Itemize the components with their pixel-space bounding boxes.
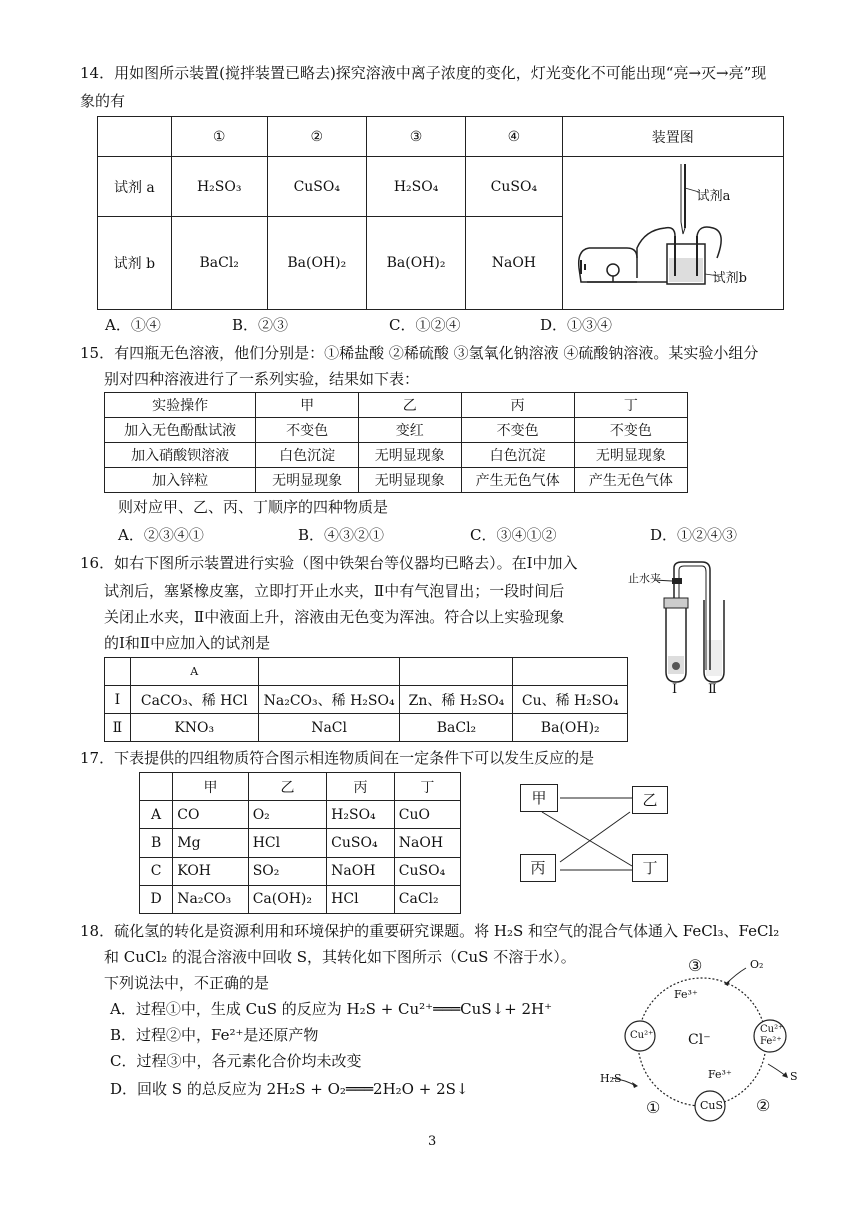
q15-option-b[interactable]: B．④③②① [298, 526, 385, 544]
q15-cell: 不变色 [574, 418, 687, 443]
q18-stem-line1: 18．硫化氢的转化是资源利用和环境保护的重要研究课题。将 H₂S 和空气的混合气体通入 FeCl₃、FeCl₂ [80, 922, 780, 940]
q14-option-a[interactable]: A．①④ [105, 316, 161, 334]
q17-cell: HCl [248, 829, 326, 857]
q14-stem-line1: 14．用如图所示装置(搅拌装置已略去)探究溶液中离子浓度的变化，灯光变化不可能出现“亮→灭→亮”现 [80, 64, 767, 82]
q17-cell: CaCl₂ [394, 885, 460, 913]
q18-cycle-figure [596, 952, 808, 1126]
q15-header-cell: 丁 [574, 393, 687, 418]
q18-h2s-label: H₂S [600, 1072, 622, 1085]
q15-cell: 产生无色气体 [461, 468, 574, 493]
q15-option-c[interactable]: C．③④①② [470, 526, 557, 544]
q16-cell: CaCO₃、稀 HCl [130, 686, 258, 714]
q14-cell: H₂SO₃ [171, 157, 267, 217]
q17-stem: 17．下表提供的四组物质符合图示相连物质间在一定条件下可以发生反应的是 [80, 749, 595, 767]
q16-stem-line3: 关闭止水夹，Ⅱ中液面上升，溶液由无色变为浑浊。符合以上实验现象 [104, 608, 565, 626]
q14-row-label: 试剂 a [98, 157, 172, 217]
q18-cu2-right-label: Cu²⁺ [760, 1024, 784, 1035]
q17-box-jia: 甲 [520, 784, 558, 812]
q17-cell: SO₂ [248, 857, 326, 885]
q15-option-a[interactable]: A．②③④① [118, 526, 204, 544]
q18-fe3-mid-label: Fe³⁺ [708, 1068, 732, 1081]
q15-header-cell: 乙 [358, 393, 461, 418]
q14-header-cell: ② [267, 117, 366, 157]
q17-cell: Mg [173, 829, 248, 857]
conductivity-apparatus-diagram [567, 158, 779, 308]
q17-table [139, 772, 461, 914]
q14-option-d[interactable]: D．①③④ [540, 316, 613, 334]
q17-cell: NaOH [394, 829, 460, 857]
q14-cell: Ba(OH)₂ [366, 217, 465, 310]
q14-table [97, 116, 784, 310]
q15-option-d[interactable]: D．①②④③ [650, 526, 738, 544]
q14-option-b[interactable]: B．②③ [232, 316, 289, 334]
q16-stem-line4: 的Ⅰ和Ⅱ中应加入的试剂是 [104, 634, 271, 652]
q16-stem-line2: 试剂后，塞紧橡皮塞，立即打开止水夹，Ⅱ中有气泡冒出；一段时间后 [104, 582, 565, 600]
q17-header-cell: 甲 [173, 773, 248, 801]
q14-cell: CuSO₄ [466, 157, 562, 217]
q15-stem-line2: 别对四种溶液进行了一系列实验，结果如下表： [104, 370, 420, 388]
q16-header-cell: B [258, 658, 400, 686]
q15-cell: 加入锌粒 [105, 468, 256, 493]
q14-row-label: 试剂 b [98, 217, 172, 310]
q18-step1-marker: ① [646, 1098, 661, 1117]
q14-stem-line2: 象的有 [80, 92, 126, 110]
q16-cell: NaCl [258, 714, 400, 742]
q17-header-cell: 乙 [248, 773, 326, 801]
q15-header-cell: 丙 [461, 393, 574, 418]
q16-cell: Zn、稀 H₂SO₄ [400, 686, 513, 714]
q17-row-label: D [140, 885, 173, 913]
q14-header-cell: 装置图 [562, 117, 783, 157]
q14-figure-label-b: 试剂b [712, 271, 747, 286]
q18-stem-line3: 下列说法中，不正确的是 [104, 974, 270, 992]
q16-cell: KNO₃ [130, 714, 258, 742]
q18-option-b[interactable]: B．过程②中，Fe²⁺是还原产物 [110, 1026, 319, 1044]
q14-cell: CuSO₄ [267, 157, 366, 217]
q15-cell: 加入硝酸钡溶液 [105, 443, 256, 468]
q16-cell: BaCl₂ [400, 714, 513, 742]
q15-cell: 产生无色气体 [574, 468, 687, 493]
q17-row-label: B [140, 829, 173, 857]
q15-cell: 白色沉淀 [461, 443, 574, 468]
q16-header-cell: D [513, 658, 628, 686]
q17-box-bing: 丙 [520, 854, 556, 882]
q17-cell: KOH [173, 857, 248, 885]
q18-step3-marker: ③ [688, 956, 703, 975]
q17-header-cell [140, 773, 173, 801]
q17-cell: NaOH [327, 857, 395, 885]
q16-cell: Na₂CO₃、稀 H₂SO₄ [258, 686, 400, 714]
q14-header-cell: ③ [366, 117, 465, 157]
q16-cell: Cu、稀 H₂SO₄ [513, 686, 628, 714]
q16-header-cell: A [130, 658, 258, 686]
q15-cell: 不变色 [256, 418, 359, 443]
q18-cus-node-label: CuS [700, 1099, 724, 1112]
q16-header-cell [105, 658, 131, 686]
q17-cell: Na₂CO₃ [173, 885, 248, 913]
q17-cell: CO [173, 801, 248, 829]
q16-row-label: Ⅱ [105, 714, 131, 742]
q14-figure-label-a: 试剂a [696, 189, 731, 204]
q15-cell: 无明显现象 [574, 443, 687, 468]
q16-figure-tube1-label: Ⅰ [672, 682, 678, 697]
q17-header-cell: 丁 [394, 773, 460, 801]
q17-cell: CuO [394, 801, 460, 829]
q15-table [104, 392, 688, 493]
q17-box-yi: 乙 [632, 786, 668, 814]
q15-cell: 无明显现象 [256, 468, 359, 493]
q16-figure-clamp-label: 止水夹 [628, 572, 661, 585]
q16-table [104, 657, 628, 742]
q15-cell: 白色沉淀 [256, 443, 359, 468]
q17-cell: Ca(OH)₂ [248, 885, 326, 913]
q15-header-cell: 实验操作 [105, 393, 256, 418]
q16-apparatus-figure [624, 560, 734, 700]
q17-header-cell: 丙 [327, 773, 395, 801]
page-number: 3 [428, 1134, 437, 1149]
q18-option-c[interactable]: C．过程③中，各元素化合价均未改变 [110, 1052, 362, 1070]
q15-stem-line1: 15．有四瓶无色溶液，他们分别是：①稀盐酸 ②稀硫酸 ③氢氧化钠溶液 ④硫酸钠溶液。某实验小组分 [80, 344, 759, 362]
q17-cell: O₂ [248, 801, 326, 829]
q15-cell: 变红 [358, 418, 461, 443]
q14-cell: NaOH [466, 217, 562, 310]
q17-cell: CuSO₄ [394, 857, 460, 885]
q15-header-cell: 甲 [256, 393, 359, 418]
q18-fe3-top-label: Fe³⁺ [674, 988, 698, 1001]
q15-after-text: 则对应甲、乙、丙、丁顺序的四种物质是 [118, 498, 389, 516]
q15-cell: 加入无色酚酞试液 [105, 418, 256, 443]
q16-stem-line1: 16．如右下图所示装置进行实验（图中铁架台等仪器均已略去）。在Ⅰ中加入 [80, 554, 578, 572]
q18-s-label: S [790, 1070, 798, 1083]
q14-apparatus-figure [562, 157, 783, 310]
q17-row-label: A [140, 801, 173, 829]
q17-relation-figure [520, 782, 670, 886]
q15-cell: 无明显现象 [358, 468, 461, 493]
q18-o2-label: O₂ [750, 958, 764, 971]
q17-cell: CuSO₄ [327, 829, 395, 857]
q14-cell: H₂SO₄ [366, 157, 465, 217]
q16-cell: Ba(OH)₂ [513, 714, 628, 742]
q14-header-cell: ④ [466, 117, 562, 157]
q14-header-cell [98, 117, 172, 157]
q15-cell: 不变色 [461, 418, 574, 443]
q14-option-c[interactable]: C．①②④ [389, 316, 461, 334]
q14-cell: Ba(OH)₂ [267, 217, 366, 310]
q17-box-ding: 丁 [632, 854, 668, 882]
q14-cell: BaCl₂ [171, 217, 267, 310]
q16-row-label: Ⅰ [105, 686, 131, 714]
q18-cl-label: Cl⁻ [688, 1032, 711, 1048]
q18-option-a[interactable]: A．过程①中，生成 CuS 的反应为 H₂S + Cu²⁺═══CuS↓+ 2H⁺ [110, 1000, 553, 1018]
q17-cell: HCl [327, 885, 395, 913]
q17-cell: H₂SO₄ [327, 801, 395, 829]
q16-header-cell: C [400, 658, 513, 686]
q18-fe2-right-label: Fe²⁺ [760, 1036, 782, 1047]
q14-header-cell: ① [171, 117, 267, 157]
q17-row-label: C [140, 857, 173, 885]
q18-cu2-node-label: Cu²⁺ [630, 1030, 654, 1041]
q18-stem-line2: 和 CuCl₂ 的混合溶液中回收 S，其转化如下图所示（CuS 不溶于水）。 [104, 948, 576, 966]
q15-cell: 无明显现象 [358, 443, 461, 468]
q18-option-d[interactable]: D．回收 S 的总反应为 2H₂S + O₂═══2H₂O + 2S↓ [110, 1080, 469, 1098]
q18-step2-marker: ② [756, 1096, 771, 1115]
q16-figure-tube2-label: Ⅱ [708, 682, 717, 697]
